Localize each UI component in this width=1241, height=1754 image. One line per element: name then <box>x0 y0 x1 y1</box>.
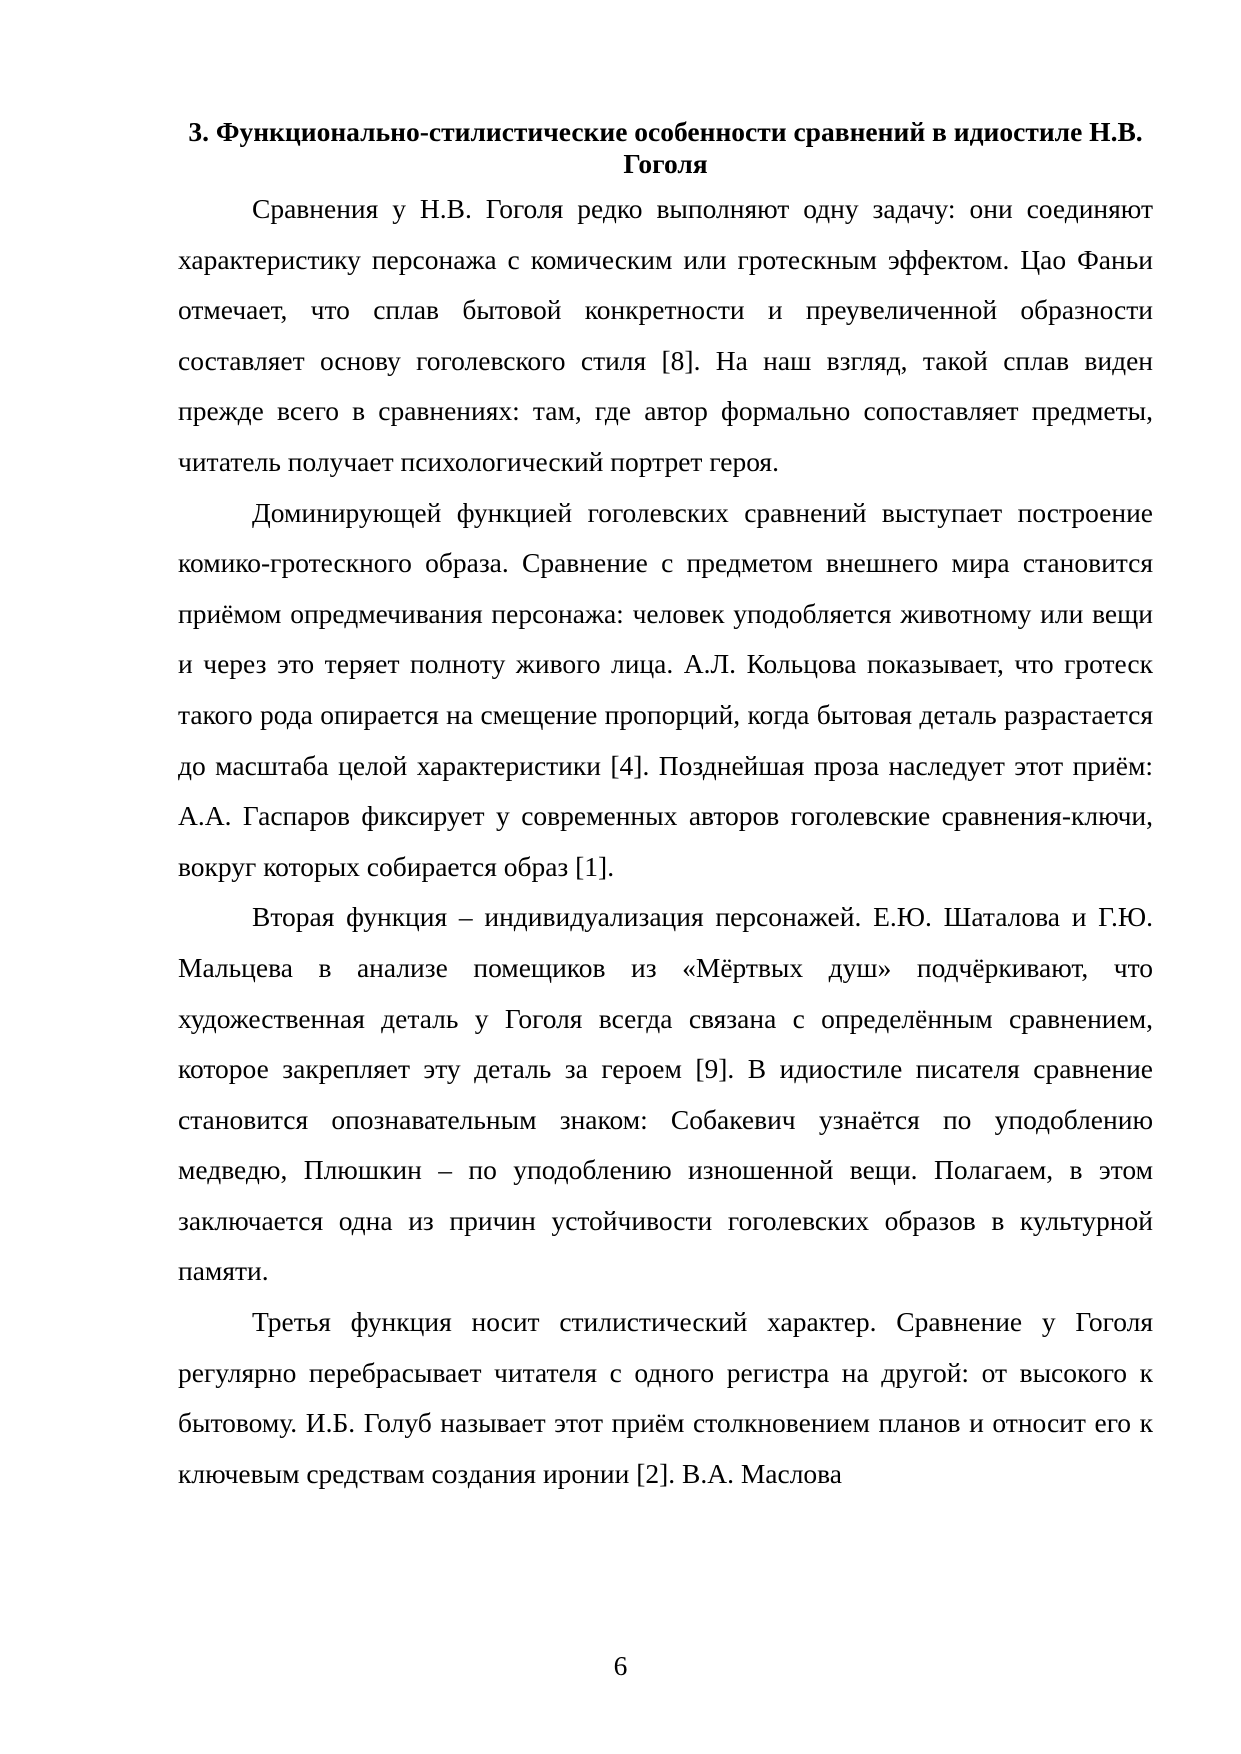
paragraph-3: Вторая функция – индивидуализация персонажей. Е.Ю. Шаталова и Г.Ю. Мальцева в анализе помещиков из «Мёртвых душ» подчёркивают, что художественная деталь у Гоголя всегда связана с определённым сравнением, которое закрепляет эту деталь за героем [9]. В идиостиле писателя сравнение становится опознавательным знаком: Собакевич узнаётся по уподоблению медведю, Плюшкин – по уподоблению изношенной вещи. Полагаем, в этом заключается одна из причин устойчивости гоголевских образов в культурной памяти. <box>178 901 1153 1287</box>
page-number: 6 <box>613 1650 628 1681</box>
paragraph-1: Сравнения у Н.В. Гоголя редко выполняют одну задачу: они соединяют характеристику персонажа с комическим или гротескным эффектом. Цао Фаньи отмечает, что сплав бытовой конкретности и преувеличенной образности составляет основу гоголевского стиля [8]. На наш взгляд, такой сплав виден прежде всего в сравнениях: там, где автор формально сопоставляет предметы, читатель получает психологический портрет героя. <box>178 193 1153 477</box>
paragraph-4: Третья функция носит стилистический характер. Сравнение у Гоголя регулярно перебрасывает читателя с одного регистра на другой: от высокого к бытовому. И.Б. Голуб называет этот приём столкновением планов и относит его к ключевым средствам создания иронии [2]. В.А. Маслова <box>178 1306 1153 1489</box>
page-content <box>178 116 1153 1499</box>
paragraph-2: Доминирующей функцией гоголевских сравнений выступает построение комико-гротескного образа. Сравнение с предметом внешнего мира становится приёмом опредмечивания персонажа: человек уподобляется животному или вещи и через это теряет полноту живого лица. А.Л. Кольцова показывает, что гротеск такого рода опирается на смещение пропорций, когда бытовая деталь разрастается до масштаба целой характеристики [4]. Позднейшая проза наследует этот приём: А.А. Гаспаров фиксирует у современных авторов гоголевские сравнения-ключи, вокруг которых собирается образ [1]. <box>178 496 1153 882</box>
section-heading: 3. Функционально-стилистические особенности сравнений в идиостиле Н.В. Гоголя <box>188 116 1143 179</box>
